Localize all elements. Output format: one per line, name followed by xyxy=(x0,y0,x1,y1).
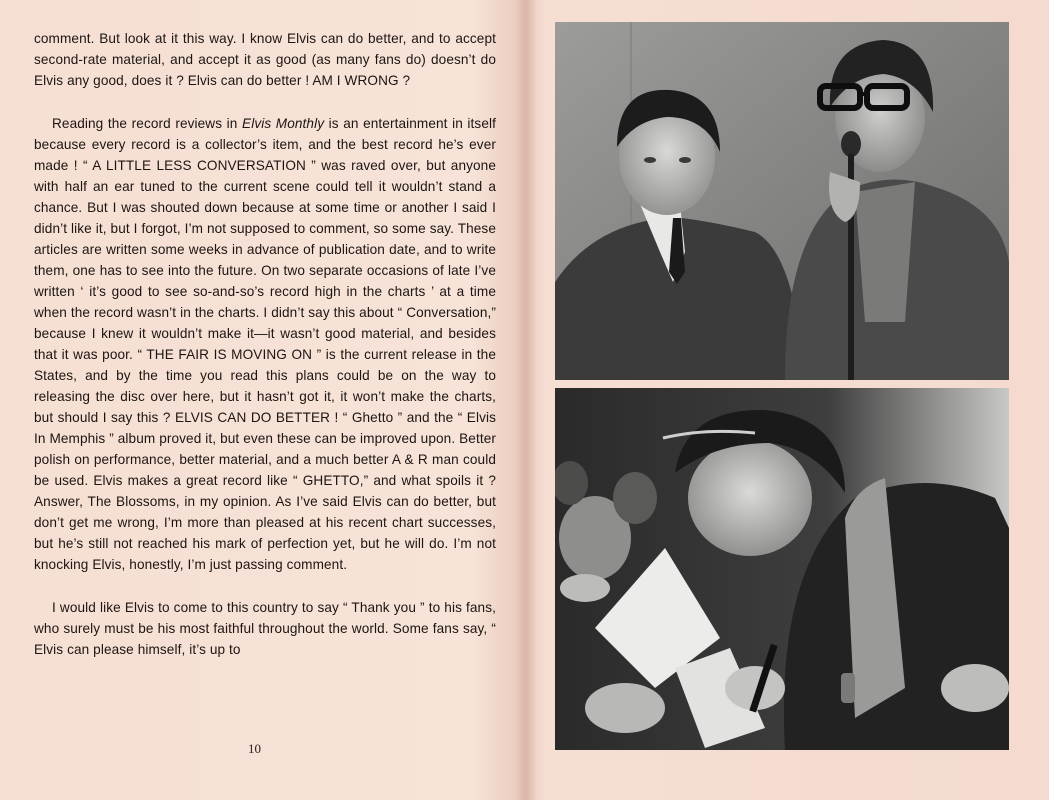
page-gutter xyxy=(515,0,537,800)
photo-autographs-image xyxy=(555,388,1009,750)
photo-man-signing-autographs xyxy=(555,388,1009,750)
left-page xyxy=(34,28,496,768)
page-number: 10 xyxy=(248,741,261,756)
paragraph-1 xyxy=(34,28,496,91)
paragraph-3-text: I would like Elvis to come to this country to say “ Thank you ” to his fans, who surely must be his most faithful throughout the world. Some fans say, “ Elvis can please himself, it’s up to xyxy=(34,600,496,657)
paragraph-3 xyxy=(34,597,496,660)
paragraph-2-body: is an entertainment in itself because every record is a collector’s item, and the best record he’s ever made ! “ A LITTLE LESS CONVERSATION ” was raved over, but anyone with half an ear tuned to the current scene could tell it wouldn’t stand a chance. But I was shouted down because at some time or another I said I didn’t like it, but I forgot, I’m not supposed to comment, so some say. These articles are written some weeks in advance of publication date, and to write them, one has to see into the future. On two separate occasions of late I’ve written ‘ it’s good to see so-and-so’s record high in the charts ’ at a time when the record wasn’t in the charts. I didn’t say this about “ Conversation,” because I knew it wouldn’t make it—it wasn’t good material, and besides that it was poor. “ THE FAIR IS MOVING ON ” is the current release in the States, and by the time you read this plans could be on the way to releasing the disc over here, but it hasn’t got it, it won’t make the charts, but should I say this ? ELVIS CAN DO BETTER ! “ Ghetto ” and the “ Elvis In Memphis ” album proved it, but even these can be improved upon. Better polish on performance, better material, and a much better A & R man could be used. Elvis makes a great record like “ GHETTO,” and what spoils it ? Answer, The Blossoms, in my opinion. As I’ve said Elvis can do better, but don’t get me wrong, I’m more than pleased at his recent chart successes, but he’s still not reached his mark of perfection yet, but he will do. I’m not knocking Elvis, honestly, I’m just passing comment. xyxy=(34,116,496,572)
paragraph-1-text: comment. But look at it this way. I know Elvis can do better, and to accept second-rate material, and accept it as good (as many fans do) doesn’t do Elvis any good, does it ? Elvis can do better ! AM I WRONG ? xyxy=(34,31,496,88)
photo-two-men-microphone xyxy=(555,22,1009,380)
paragraph-2-lead: Reading the record reviews in xyxy=(52,116,243,131)
paragraph-2 xyxy=(34,113,496,575)
photo-two-men-image xyxy=(555,22,1009,380)
magazine-title: Elvis Monthly xyxy=(242,116,325,131)
